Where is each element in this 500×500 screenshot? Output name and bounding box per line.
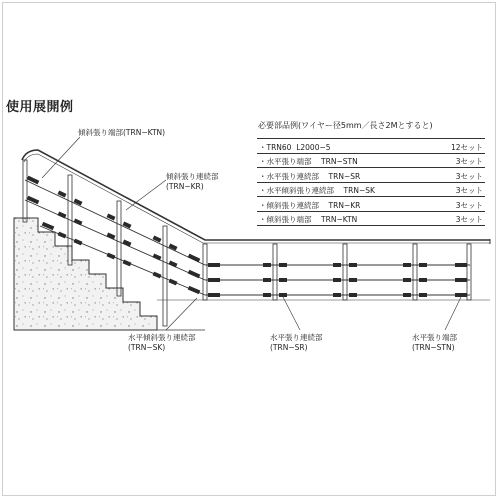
fitting-sk [188, 254, 201, 263]
part-name: ・傾斜張り端部 TRN−KTN [257, 211, 435, 226]
fitting-sr [349, 293, 357, 297]
callout-kr-code: (TRN−KR) [166, 182, 204, 191]
callout-sr-label: 水平張り連続部 [270, 333, 323, 342]
part-qty: 3セット [435, 182, 485, 197]
fitting-sr [419, 293, 427, 297]
callout-sk [128, 333, 196, 353]
fitting-sr [263, 263, 271, 267]
fitting-kr [153, 272, 162, 279]
fitting-sr [279, 278, 287, 282]
parts-row [257, 211, 485, 226]
part-qty: 3セット [435, 168, 485, 183]
fitting-sr [279, 293, 287, 297]
callout-sk-code: (TRN−SK) [128, 343, 166, 352]
fitting-sr [263, 278, 271, 282]
post [23, 160, 27, 222]
parts-heading: 必要部品例(ワイヤー径5mm／長さ2Mとすると) [258, 121, 433, 130]
fitting-kr [58, 232, 67, 239]
callout-stn-label: 水平張り端部 [412, 333, 457, 342]
post [273, 244, 277, 300]
fitting-sk [208, 278, 220, 282]
callout-sr [270, 333, 323, 353]
fitting-sr [349, 278, 357, 282]
fitting-sr [403, 278, 411, 282]
fitting-sk [208, 293, 220, 297]
part-name: ・水平張り連続部 TRN−SR [257, 168, 435, 183]
callout-ktn [78, 128, 165, 138]
post [467, 244, 471, 300]
part-name: ・傾斜張り連続部 TRN−KR [257, 197, 435, 212]
fitting-sk [208, 263, 220, 267]
part-qty: 3セット [435, 211, 485, 226]
part-name: ・TRN60 L2000−5 [257, 139, 435, 154]
fitting-sr [403, 263, 411, 267]
fitting-ktn [27, 196, 40, 205]
parts-row [257, 168, 485, 183]
fitting-sr [333, 278, 341, 282]
post [117, 201, 121, 296]
callout-kr [166, 172, 219, 192]
callout-sk-label: 水平傾斜張り連続部 [128, 333, 196, 342]
leader-sr [283, 297, 300, 330]
fitting-sr [419, 263, 427, 267]
fitting-stn [455, 278, 467, 282]
fitting-sr [419, 278, 427, 282]
fitting-sr [333, 293, 341, 297]
fitting-kr [58, 212, 67, 219]
fitting-ktn [27, 176, 40, 185]
fitting-kr [153, 235, 162, 242]
part-name: ・水平張り端部 TRN−STN [257, 153, 435, 168]
callout-ktn-label: 傾斜張り端部(TRN−KTN) [78, 128, 166, 137]
parts-row [257, 153, 485, 168]
callout-stn [412, 333, 457, 353]
fitting-stn [455, 263, 467, 267]
callout-stn-code: (TRN−STN) [412, 343, 455, 352]
fitting-kr [123, 260, 132, 267]
fitting-kr [169, 261, 178, 268]
post [163, 226, 167, 326]
leader-ktn [42, 137, 80, 178]
part-name: ・水平傾斜張り連続部 TRN−SK [257, 182, 435, 197]
parts-row [257, 197, 485, 212]
parts-row [257, 139, 485, 154]
post [203, 244, 207, 300]
fitting-sr [279, 263, 287, 267]
leader-kr [126, 180, 166, 210]
fitting-sr [333, 263, 341, 267]
fitting-kr [153, 254, 162, 261]
fitting-sr [349, 263, 357, 267]
leader-sk [166, 298, 197, 330]
fitting-kr [123, 221, 132, 228]
fitting-sr [403, 293, 411, 297]
leader-stn [445, 297, 461, 330]
fitting-stn [455, 293, 467, 297]
parts-table [257, 138, 485, 226]
part-qty: 3セット [435, 153, 485, 168]
part-qty: 12セット [435, 139, 485, 154]
page-title: 使用展開例 [6, 100, 74, 115]
parts-row [257, 182, 485, 197]
fitting-sr [263, 293, 271, 297]
fitting-kr [169, 279, 178, 286]
fitting-kr [74, 219, 83, 226]
fitting-kr [74, 239, 83, 246]
callout-kr-label: 傾斜張り連続部 [166, 172, 219, 181]
stair-block [14, 218, 157, 330]
post [413, 244, 417, 300]
post [343, 244, 347, 300]
fitting-sk [188, 286, 201, 294]
callout-sr-code: (TRN−SR) [270, 343, 308, 352]
part-qty: 3セット [435, 197, 485, 212]
fitting-sk [188, 270, 201, 279]
fitting-kr [107, 253, 116, 260]
fitting-kr [74, 198, 83, 205]
